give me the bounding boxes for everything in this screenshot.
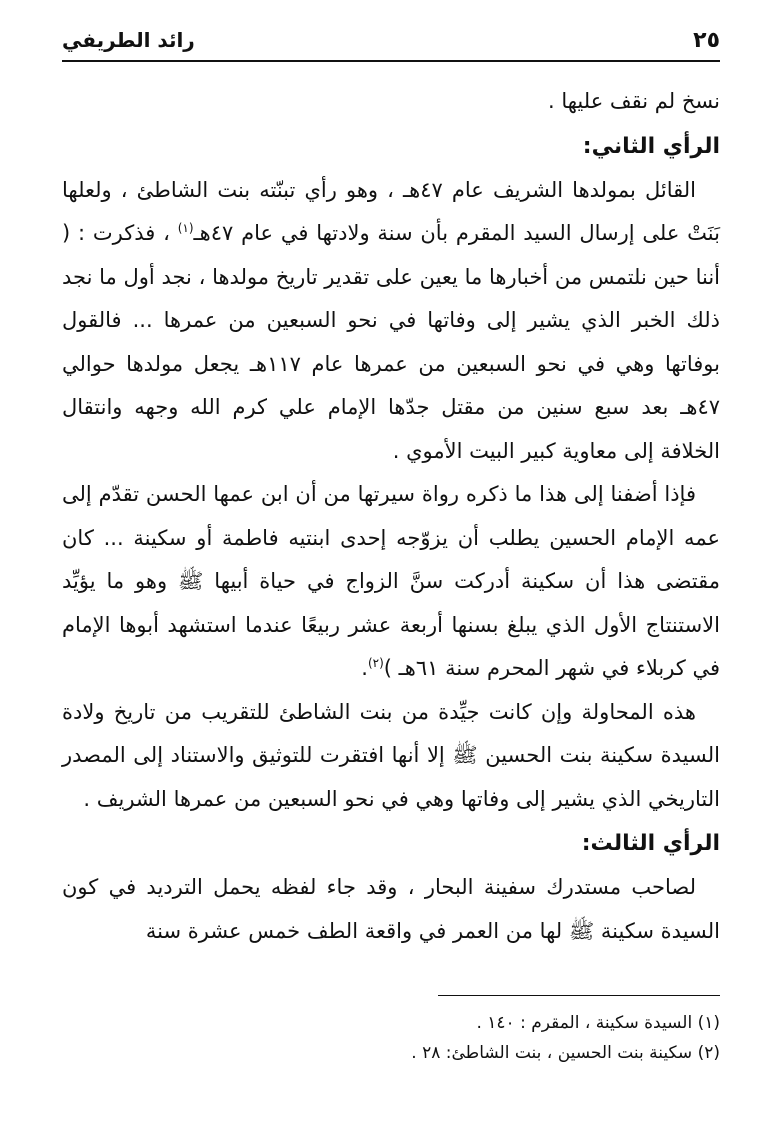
running-title: رائد الطريفي [62,28,195,52]
footnote-ref-2: (٢) [367,656,384,670]
paragraph-continuation: نسخ لم نقف عليها . [548,89,720,113]
section-heading-third-opinion: الرأي الثالث: [581,831,720,856]
footnote-2: (٢) سكينة بنت الحسين ، بنت الشاطئ: ٢٨ . [411,1043,720,1063]
paragraph-text: ، فذكرت : ( أننا حين نلتمس من أخبارها ما يعين على تقدير تاريخ مولدها ، نجد أول ما نجد ذلك الخبر الذي يشير إلى وفاتها في نحو السبعين من عمرها ... فالقول بوفاتها وهي في نحو السبعين من عمرها عام ١١٧هـ يجعل مولدها حوالي ٤٧هـ بعد سبع سنين من مقتل جدّها الإمام علي كرم الله وجهه وانتقال الخلافة إلى معاوية كبير البيت الأموي . [62,221,721,463]
paragraph-text: القائل بمولدها الشريف عام ٤٧هـ ، وهو رأي تبنّته بنت الشاطئ ، ولعلها بَنَتْ على إرسال السيد المقرم بأن سنة ولادتها في عام ٤٧هـ [62,177,720,245]
footnote-divider [438,995,720,996]
footnote-ref-1: (١) [177,221,194,235]
paragraph-second-opinion [62,169,720,474]
body-text [62,80,720,953]
page-number: ٢٥ [693,28,720,53]
paragraph-addition [62,473,720,691]
footnote-1: (١) السيدة سكينة ، المقرم : ١٤٠ . [476,1013,720,1033]
paragraph-third-opinion: لصاحب مستدرك سفينة البحار ، وقد جاء لفظه يحمل الترديد في كون السيدة سكينة ﷺ لها من العمر في واقعة الطف خمس عشرة سنة [62,875,720,943]
page-header [62,20,720,62]
paragraph-text: . [361,656,368,680]
paragraph-evaluation: هذه المحاولة وإن كانت جيِّدة من بنت الشاطئ للتقريب من تاريخ ولادة السيدة سكينة بنت الحسين ﷺ إلا أنها افتقرت للتوثيق والاستناد إلى المصدر التاريخي الذي يشير إلى وفاتها وهي في نحو السبعين من عمرها الشريف . [62,699,720,811]
footnotes [62,1008,720,1068]
section-heading-second-opinion: الرأي الثاني: [582,133,720,159]
paragraph-text: فإذا أضفنا إلى هذا ما ذكره رواة سيرتها من أن ابن عمها الحسن تقدّم إلى عمه الإمام الحسين يطلب أن يزوّجه إحدى ابنتيه فاطمة أو سكينة ... كان مقتضى هذا أن سكينة أدركت سنَّ الزواج في حياة أبيها ﷺ وهو ما يؤيِّد الاستنتاج الأول الذي يبلغ بسنها أربعة عشر ربيعًا عندما استشهد أبوها الإمام في كربلاء في شهر المحرم سنة ٦١هـ ) [62,482,720,680]
